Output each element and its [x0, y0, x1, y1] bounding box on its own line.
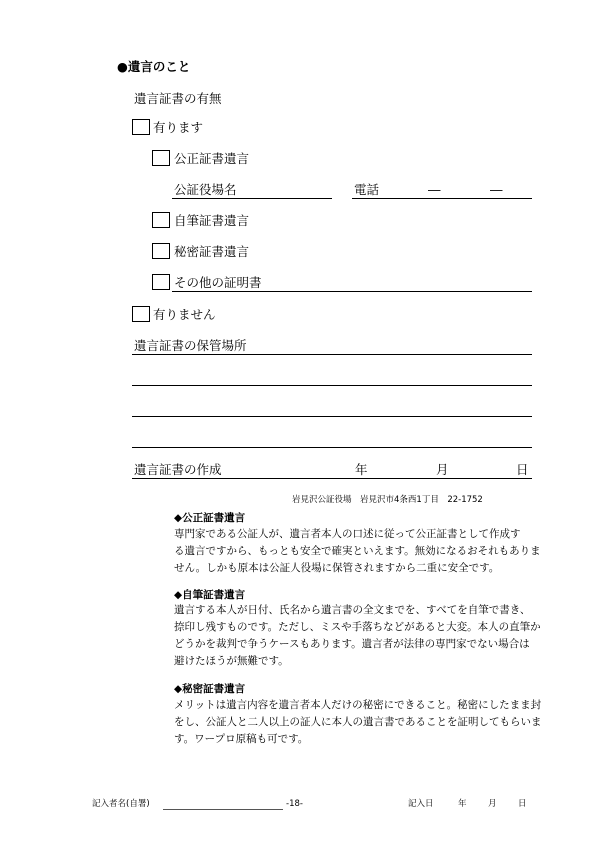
section-title: ●遺言のこと: [117, 59, 191, 74]
notary-office-info: 岩見沢公証役場 岩見沢市4条西1丁目 22-1752: [292, 495, 483, 505]
creation-day: 日: [516, 462, 529, 477]
note-line: どうかを裁判で争うケースもあります。遺言者が法律の専門家でない場合は: [174, 638, 530, 650]
note-line: る遺言ですから、もっとも安全で確実といえます。無効になるおそれもありま: [174, 545, 541, 557]
phone-field[interactable]: [352, 198, 532, 199]
checkbox-holographic[interactable]: [152, 212, 170, 228]
note-line: メリットは遺言内容を遺言者本人だけの秘密にできること。秘密にしたまま封: [174, 699, 542, 711]
footer-month: 月: [488, 799, 497, 809]
will-presence-label: 遺言証書の有無: [134, 91, 222, 106]
note-line: をし、公証人と二人以上の証人に本人の遺言書であることを証明してもらいま: [174, 716, 542, 728]
storage-label: 遺言証書の保管場所: [134, 338, 247, 353]
checkbox-other[interactable]: [152, 274, 170, 290]
option-secret-label: 秘密証書遺言: [174, 244, 250, 259]
notary-office-field[interactable]: [172, 198, 332, 199]
page-number: -18-: [286, 799, 303, 809]
phone-label: 電話: [354, 182, 380, 197]
option-other-label: その他の証明書: [174, 275, 262, 290]
creation-date-field[interactable]: [132, 478, 532, 479]
option-yes-label: 有ります: [153, 120, 204, 135]
storage-line-1[interactable]: [132, 354, 532, 355]
phone-dash-2: ―: [490, 182, 503, 197]
note-holographic-body: [174, 602, 559, 670]
creation-month: 月: [436, 462, 449, 477]
checkbox-secret[interactable]: [152, 243, 170, 259]
note-secret-body: [174, 697, 559, 748]
footer-year: 年: [458, 799, 467, 809]
note-line: 専門家である公証人が、遺言者本人の口述に従って公正証書として作成す: [174, 528, 521, 540]
footer-writer-label: 記入者名(自署): [92, 799, 150, 809]
note-notarized-body: [174, 526, 559, 577]
phone-dash-1: ―: [428, 182, 441, 197]
option-no-label: 有りません: [153, 307, 216, 322]
footer-day: 日: [518, 799, 527, 809]
note-line: す。ワープロ原稿も可です。: [174, 733, 309, 745]
storage-line-2[interactable]: [132, 385, 532, 386]
footer-writer-field[interactable]: [163, 809, 283, 810]
note-line: 捺印し残すものです。ただし、ミスや手落ちなどがあると大変。本人の直筆か: [174, 621, 541, 633]
note-notarized-heading: ◆公正証書遺言: [174, 512, 246, 524]
checkbox-yes[interactable]: [132, 119, 150, 135]
checkbox-notarized[interactable]: [152, 150, 170, 166]
storage-line-3[interactable]: [132, 416, 532, 417]
note-holographic-heading: ◆自筆証書遺言: [174, 589, 246, 601]
note-line: 遺言する本人が日付、氏名から遺言書の全文までを、すべてを自筆で書き、: [174, 604, 531, 616]
creation-year: 年: [355, 462, 368, 477]
footer-entry-date-label: 記入日: [408, 799, 434, 809]
note-secret-heading: ◆秘密証書遺言: [174, 683, 246, 695]
note-line: 避けたほうが無難です。: [174, 655, 289, 667]
checkbox-no[interactable]: [132, 306, 150, 322]
creation-label: 遺言証書の作成: [134, 462, 222, 477]
storage-line-4[interactable]: [132, 447, 532, 448]
notary-office-label: 公証役場名: [174, 182, 237, 197]
note-line: せん。しかも原本は公証人役場に保管されますから二重に安全です。: [174, 562, 500, 574]
option-notarized-label: 公正証書遺言: [174, 151, 250, 166]
option-holographic-label: 自筆証書遺言: [174, 213, 250, 228]
other-certificate-field[interactable]: [172, 291, 532, 292]
